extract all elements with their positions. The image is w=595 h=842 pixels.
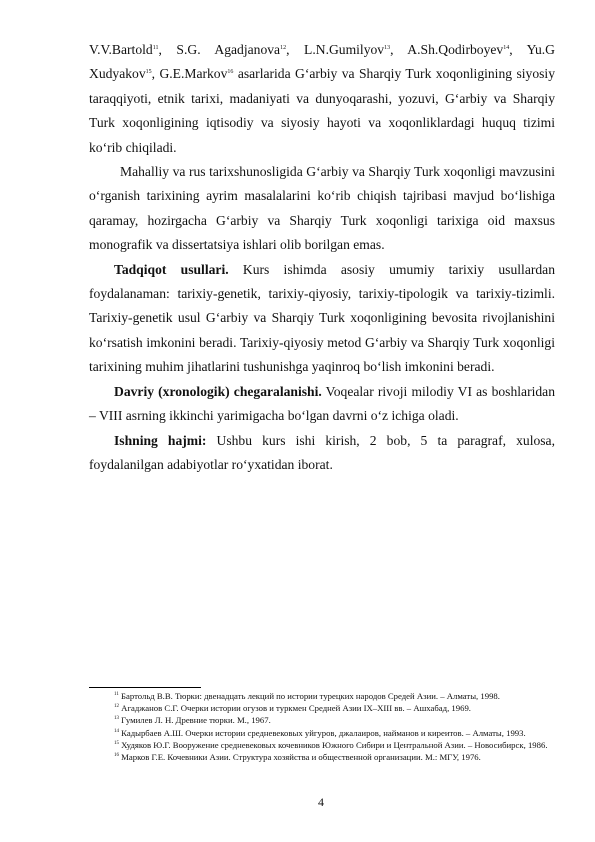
heading-volume: Ishning hajmi: <box>114 432 207 448</box>
footnote-ref: 13 <box>384 45 391 51</box>
paragraph-authors: V.V.Bartold$^{11}$, S.G. Agadjanova$^{12}$, L.N.Gumilyov$^{13}$, A.Sh.Qodirboyev$^{14}$, Yu.G Xudyakov$^{15}$, G.E.Markov$^{16}$ asarlarida G‘arbiy va Sharqiy Turk xoqonligining siyosiy taraqqiyoti, etnik tarixi, madaniyati va dunyoqarashi, yozuvi, G‘arbiy va Sharqiy Turk xoqonligining iqtisodiy va siyosiy hayoti va xoqonliklardagi huquq tizimi ko‘rib chiqiladi. <box>89 42 555 155</box>
footnote-divider <box>89 687 201 688</box>
heading-methods: Tadqiqot usullari. <box>114 261 229 277</box>
footnote-ref: 11 <box>152 45 159 51</box>
footnote: $^{11}$ Бартольд В.В. Тюрки: двенадцать лекций по истории турецких народов Средей Азии. – Алматы, 1998. <box>114 691 500 701</box>
page-number: 4 <box>318 795 324 809</box>
heading-chronology: Davriy (xronologik) chegaralanishi. <box>114 383 322 399</box>
footnote: $^{15}$ Худяков Ю.Г. Вооружение средневековых кочевников Южного Сибири и Центральной Азии. – Новосибирск, 1986. <box>114 739 548 750</box>
footnotes <box>89 690 555 763</box>
paragraph-volume: Ishning hajmi: Ushbu kurs ishi kirish, 2 bob, 5 ta paragraf, xulosa, foydalanilgan adabiyotlar ro‘yxatidan iborat. <box>89 432 555 472</box>
footnote-ref: 14 <box>503 45 510 51</box>
footnote-ref: 12 <box>280 45 287 51</box>
paragraph-historiography: Mahalliy va rus tarixshunosligida G‘arbiy va Sharqiy Turk xoqonligi mavzusini o‘rganish tarixining ayrim masalalarini ko‘rib chiqish tajribasi mavjud bo‘lishiga qaramay, hozirgacha G‘arbiy va Sharqiy Turk xoqonligi tarixiga oid maxsus monografik va dissertatsiya ishlari olib borilgan emas. <box>89 164 555 253</box>
paragraph-chronology: Davriy (xronologik) chegaralanishi. Voqealar rivoji milodiy VI as boshlaridan – VIII asrning ikkinchi yarimigacha bo‘lgan davrni o‘z ichiga oladi. <box>89 383 555 424</box>
paragraph-methods: Tadqiqot usullari. Kurs ishimda asosiy umumiy tarixiy usullardan foydalanaman: tarixiy-genetik, tarixiy-qiyosiy, tarixiy-tipologik va tarixiy-tizimli. Tarixiy-genetik usul G‘arbiy va Sharqiy Turk xoqonligining bevosita rivojlanishini ko‘rsatish imkonini beradi. Tarixiy-qiyosiy metod G‘arbiy va Sharqiy Turk xoqonligi tarixining muhim jihatlarini tushunishga yaqinroq bo‘lish imkonini beradi. <box>89 261 556 375</box>
footnote-ref: 15 <box>145 69 152 76</box>
footnote: $^{16}$ Марков Г.Е. Кочевники Азии. Структура хозяйства и общественной организации. М.: МГУ, 1976. <box>114 752 481 763</box>
footnote: $^{12}$ Агаджанов С.Г. Очерки истории огузов и туркмен Средней Азии IX–XIII вв. – Ашхабад, 1969. <box>114 703 471 714</box>
main-text <box>89 38 555 477</box>
footnote: $^{14}$ Кадырбаев А.Ш. Очерки истории средневековых уйгуров, джалаиров, найманов и киреитов. – Алматы, 1993. <box>114 727 526 738</box>
footnote: $^{13}$ Гумилев Л. Н. Древние тюрки. М., 1967. <box>114 715 271 726</box>
footnote-ref: 16 <box>227 69 234 76</box>
